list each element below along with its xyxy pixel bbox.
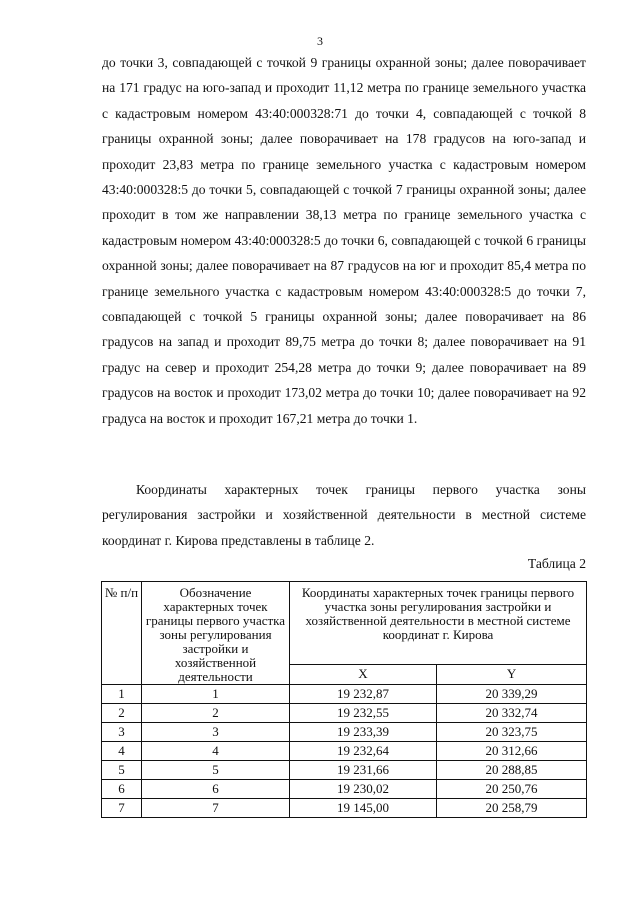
cell-point: 4 bbox=[142, 742, 290, 761]
table-body bbox=[102, 685, 587, 818]
cell-y: 20 323,75 bbox=[437, 723, 587, 742]
cell-point: 1 bbox=[142, 685, 290, 704]
cell-point: 5 bbox=[142, 761, 290, 780]
cell-y: 20 258,79 bbox=[437, 799, 587, 818]
cell-x: 19 233,39 bbox=[290, 723, 437, 742]
page-number: 3 bbox=[317, 34, 323, 48]
table-row bbox=[102, 780, 587, 799]
table-row bbox=[102, 704, 587, 723]
cell-y: 20 312,66 bbox=[437, 742, 587, 761]
body-paragraph: до точки 3, совпадающей с точкой 9 границы охранной зоны; далее поворачивает на 171 градус на юго-запад и проходит 11,12 метра по границе земельного участка с кадастровым номером 43:40:000328:71 до точки 4, совпадающей с точкой 8 границы охранной зоны; далее поворачивает на 178 градусов на юго-запад и проходит 23,83 метра по границе земельного участка с кадастровым номером 43:40:000328:5 до точки 5, совпадающей с точкой 7 границы охранной зоны; далее проходит в том же направлении 38,13 метра по границе земельного участка с кадастровым номером 43:40:000328:5 до точки 6, совпадающей с точкой 6 границы охранной зоны; далее поворачивает на 87 градусов на юг и проходит 85,4 метра по границе земельного участка с кадастровым номером 43:40:000328:5 до точки 7, совпадающей с точкой 5 границы охранной зоны; далее поворачивает на 86 градусов на запад и проходит 89,75 метра до точки 8; далее поворачивает на 91 градус на север и проходит 254,28 метра до точки 9; далее поворачивает на 89 градусов на восток и проходит 173,02 метра до точки 10; далее поворачивает на 92 градуса на восток и проходит 167,21 метра до точки 1. bbox=[102, 55, 586, 426]
cell-point: 7 bbox=[142, 799, 290, 818]
cell-x: 19 145,00 bbox=[290, 799, 437, 818]
header-x: X bbox=[290, 664, 437, 684]
cell-y: 20 288,85 bbox=[437, 761, 587, 780]
cell-number: 4 bbox=[102, 742, 142, 761]
header-number: № п/п bbox=[102, 582, 142, 685]
cell-point: 3 bbox=[142, 723, 290, 742]
header-coordinates: Координаты характерных точек границы первого участка зоны регулирования застройки и хозяйственной деятельности в местной системе координат г. Кирова bbox=[290, 582, 587, 665]
cell-number: 6 bbox=[102, 780, 142, 799]
cell-y: 20 250,76 bbox=[437, 780, 587, 799]
cell-x: 19 231,66 bbox=[290, 761, 437, 780]
header-y: Y bbox=[437, 664, 587, 684]
cell-y: 20 339,29 bbox=[437, 685, 587, 704]
cell-y: 20 332,74 bbox=[437, 704, 587, 723]
table-row bbox=[102, 761, 587, 780]
cell-number: 7 bbox=[102, 799, 142, 818]
table-row bbox=[102, 742, 587, 761]
table-row bbox=[102, 685, 587, 704]
cell-x: 19 230,02 bbox=[290, 780, 437, 799]
table-caption: Таблица 2 bbox=[527, 556, 586, 571]
table-row bbox=[102, 799, 587, 818]
cell-number: 5 bbox=[102, 761, 142, 780]
cell-point: 6 bbox=[142, 780, 290, 799]
body-paragraph: Координаты характерных точек границы первого участка зоны регулирования застройки и хозяйственной деятельности в местной системе координат г. Кирова представлены в таблице 2. bbox=[102, 482, 586, 548]
cell-number: 1 bbox=[102, 685, 142, 704]
cell-x: 19 232,55 bbox=[290, 704, 437, 723]
cell-point: 2 bbox=[142, 704, 290, 723]
cell-x: 19 232,87 bbox=[290, 685, 437, 704]
cell-x: 19 232,64 bbox=[290, 742, 437, 761]
table-row bbox=[102, 723, 587, 742]
header-point-designation: Обозначение характерных точек границы первого участка зоны регулирования застройки и хозяйственной деятельности bbox=[142, 582, 290, 685]
cell-number: 2 bbox=[102, 704, 142, 723]
cell-number: 3 bbox=[102, 723, 142, 742]
coordinates-table bbox=[101, 581, 587, 818]
